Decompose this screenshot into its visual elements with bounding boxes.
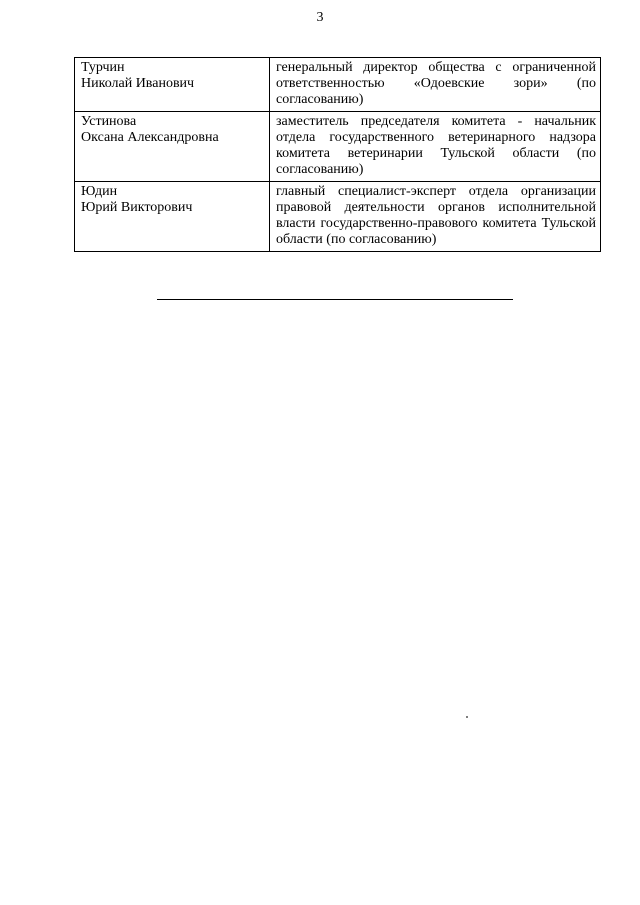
table-row (75, 182, 601, 252)
member-name-cell (75, 112, 270, 182)
member-given-names: Оксана Александровна (81, 130, 219, 145)
closing-horizontal-rule (157, 299, 513, 300)
member-given-names: Николай Иванович (81, 76, 195, 91)
member-surname: Юдин (81, 184, 118, 199)
commission-members-table (74, 57, 601, 252)
page-number: 3 (316, 10, 324, 25)
member-given-names: Юрий Викторович (81, 200, 193, 215)
table-row (75, 58, 601, 112)
scan-speck (466, 716, 468, 718)
member-name-cell (75, 182, 270, 252)
member-role: главный специалист-эксперт отдела организации правовой деятельности органов исполнительной власти государственно-правового комитета Тульской области (по согласованию) (270, 182, 601, 252)
member-name-cell (75, 58, 270, 112)
table-row (75, 112, 601, 182)
member-surname: Устинова (81, 114, 137, 129)
member-role: генеральный директор общества с ограниченной ответственностью «Одоевские зори» (по согласованию) (270, 58, 601, 112)
member-role: заместитель председателя комитета - начальник отдела государственного ветеринарного надзора комитета ветеринарии Тульской области (по согласованию) (270, 112, 601, 182)
member-surname: Турчин (81, 60, 125, 75)
